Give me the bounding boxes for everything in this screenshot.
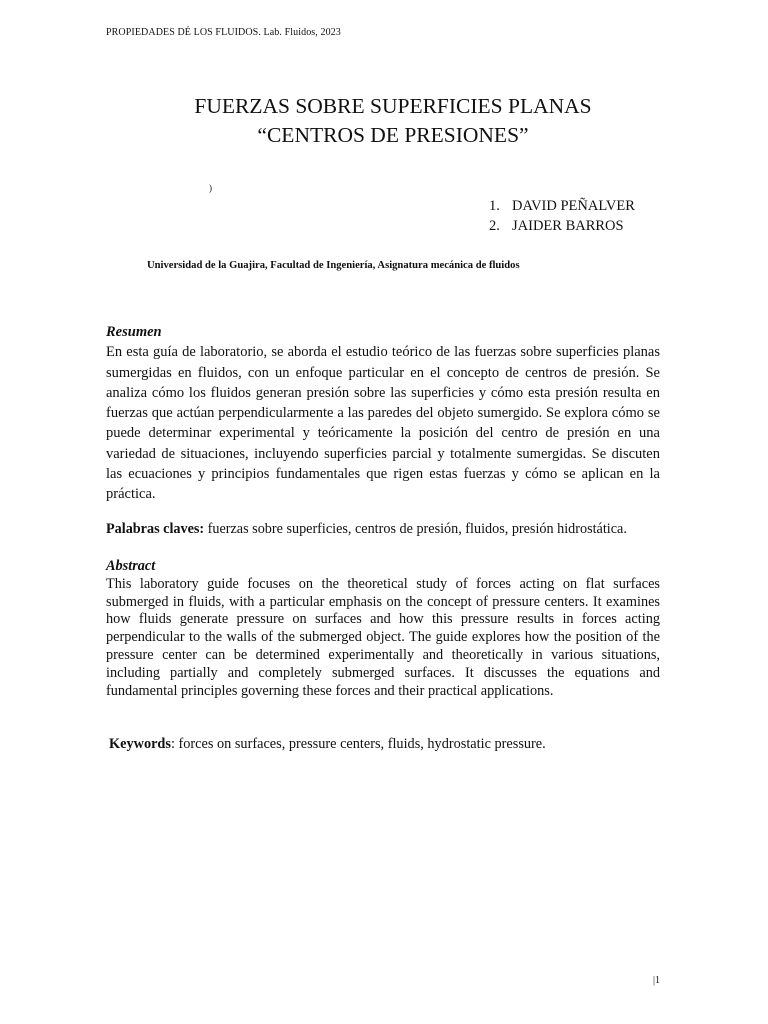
author-name: JAIDER BARROS: [512, 218, 624, 234]
author-item: [489, 196, 635, 216]
running-header: PROPIEDADES DÉ LOS FLUIDOS. Lab. Fluidos, 2023: [106, 27, 341, 38]
resumen-heading: Resumen: [106, 324, 162, 340]
author-number: 1.: [489, 198, 500, 214]
stray-mark: ): [209, 183, 212, 193]
title-line-2: “CENTROS DE PRESIONES”: [257, 123, 529, 147]
title-line-1: FUERZAS SOBRE SUPERFICIES PLANAS: [194, 94, 592, 118]
affiliation: Universidad de la Guajira, Facultad de Ingeniería, Asignatura mecánica de fluidos: [147, 260, 520, 271]
resumen-section: [106, 322, 660, 505]
author-item: [489, 216, 635, 236]
abstract-heading: Abstract: [106, 558, 156, 574]
resumen-body: En esta guía de laboratorio, se aborda el estudio teórico de las fuerzas sobre superficies planas sumergidas en fluidos, con un enfoque particular en el concepto de centros de presión. Se analiza cómo los fluidos generan presión sobre las superficies y cómo esta presión resulta en fuerzas que actúan perpendicularmente a las paredes del objeto sumergido. Se explora cómo se puede determinar experimental y teóricamente la posición del centro de presión en una variedad de situaciones, incluyendo superficies parcial y totalmente sumergidas. Se discuten las ecuaciones y principios fundamentales que rigen estas fuerzas y cómo se aplican en la práctica.: [106, 344, 660, 503]
palabras-claves-label: Palabras claves:: [106, 521, 205, 537]
author-name: DAVID PEÑALVER: [512, 198, 635, 214]
palabras-claves: [106, 521, 627, 538]
page-number: |1: [653, 975, 661, 986]
author-list: [489, 196, 635, 236]
abstract-section: [106, 558, 660, 700]
keywords-label: Keywords: [109, 736, 171, 752]
document-title: [0, 92, 768, 150]
abstract-body: This laboratory guide focuses on the theoretical study of forces acting on flat surfaces submerged in fluids, with a particular emphasis on the concept of pressure centers. It examines how fluids generate pressure on surfaces and how this pressure results in forces acting perpendicular to the walls of the submerged object. The guide explores how the position of the pressure center can be determined experimentally and theoretically in various situations, including partially and completely submerged surfaces. It discusses the equations and fundamental principles governing these forces and their practical applications.: [106, 575, 660, 699]
keywords-text: : forces on surfaces, pressure centers, fluids, hydrostatic pressure.: [170, 736, 546, 752]
author-number: 2.: [489, 218, 500, 234]
palabras-claves-text: fuerzas sobre superficies, centros de presión, fluidos, presión hidrostática.: [204, 521, 627, 537]
keywords: [109, 736, 546, 753]
